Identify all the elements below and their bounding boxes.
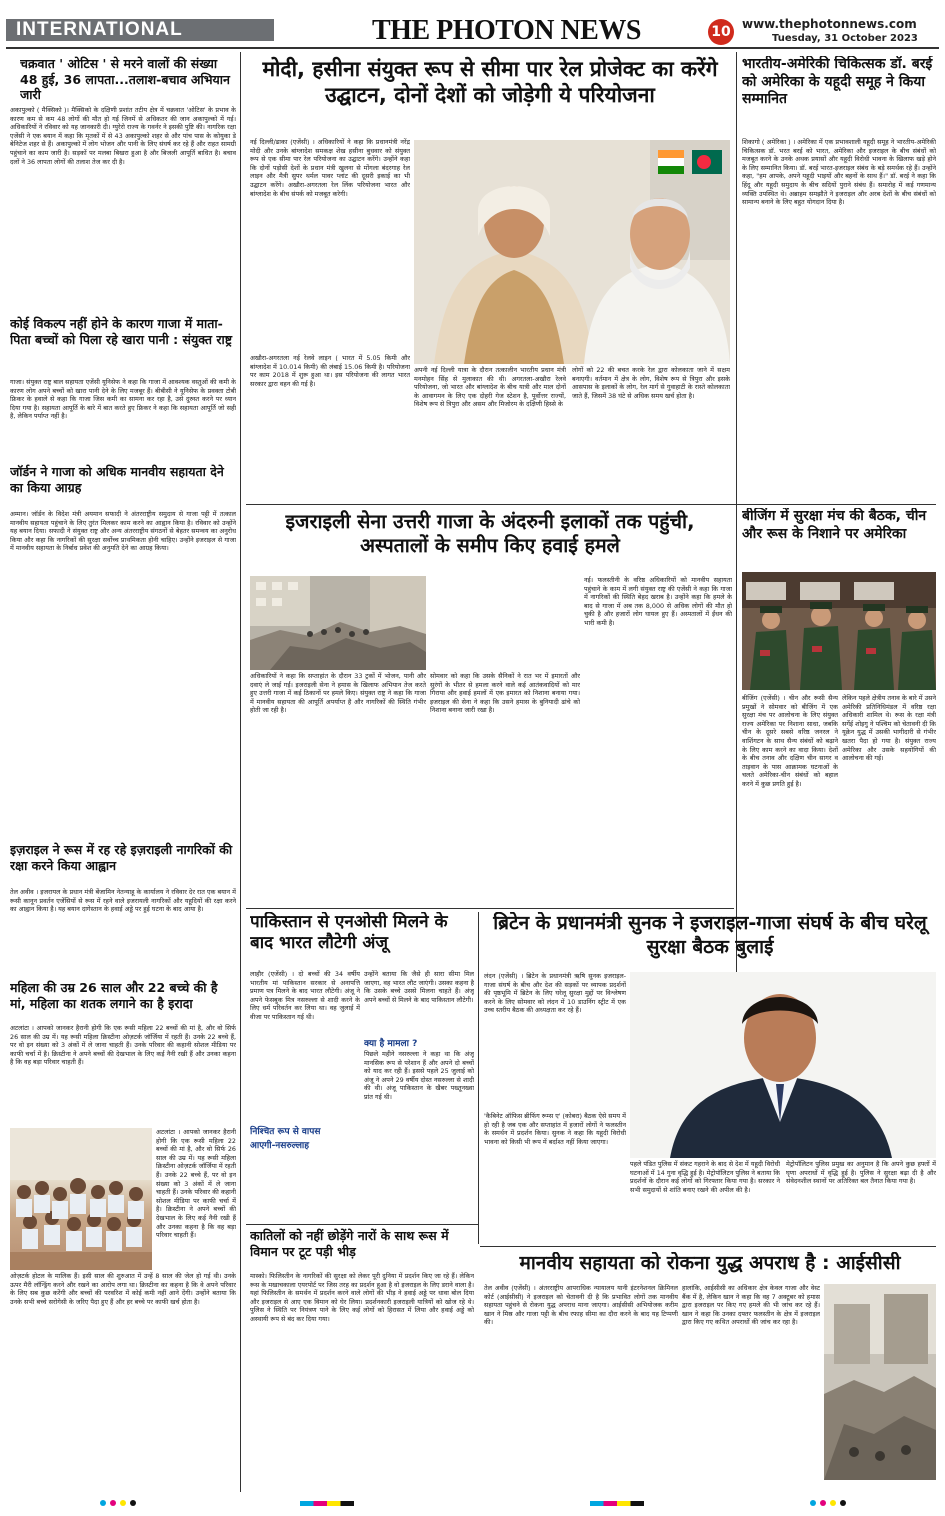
black-dot	[130, 1500, 136, 1506]
website-url[interactable]: www.thephotonnews.com	[742, 17, 917, 31]
article-russia-crowd-body: मास्को। फिलिस्तीन के नागरिकों की सुरक्षा को लेकर पूरी दुनिया में प्रदर्शन किए जा रहे हैं। लेकिन रूस के मखाचकाला एयरपोर्ट पर जिस तरह का प्रदर्शन हुआ है वो इजराइल के लिए डराने वाला है। यहां फिलिस्तीन के समर्थन में प्रदर्शन करने वाले लोगों की भीड़ ने हवाई अड्डे पर धावा बोल दिया और इजराइल से आए एक विमान को घेर लिया। प्रदर्शनकारी इजराइली यात्रियों को खोज रहे थे। पुलिस ने स्थिति पर नियंत्रण पाने के लिए कई लोगों को हिरासत में लिया और हवाई अड्डे को अस्थायी रूप से बंद कर दिया गया।	[250, 1272, 474, 1323]
masthead-rule	[6, 47, 939, 49]
column-divider	[240, 52, 241, 1492]
issue-date: Tuesday, 31 October 2023	[772, 33, 918, 44]
page-number-badge: 10	[708, 19, 734, 45]
family-photo	[10, 1128, 152, 1270]
anju-note: निश्चित रूप से वापस	[250, 1127, 321, 1136]
article-sunak-body-2: 'कैबिनेट ऑफिस ब्रीफिंग रूम्स ए' (कोबरा) बैठक ऐसे समय में हो रही है जब एक और सप्ताहांत में हजारों लोगों ने फलस्तीन के समर्थन में प्रदर्शन किया। सुनक ने कहा कि यहूदी विरोधी भावना को किसी भी रूप में बर्दाश्त नहीं किया जाएगा।	[484, 1112, 626, 1204]
article-sunak-body-3: पहले पंडित पुलिस में संकट गहराने के बाद से देश में यहूदी विरोधी घटनाओं में 14 गुना वृद्धि हुई है। मेट्रोपॉलिटन पुलिस ने बताया कि प्रदर्शनों के दौरान कई लोगों को गिरफ्तार किया गया है। सरकार ने सभी समुदायों से शांति बनाए रखने की अपील की है।	[630, 1160, 780, 1194]
color-bar	[300, 1501, 354, 1506]
article-otis-body: अकापुल्को ( मैक्सिको )। मैक्सिको के दक्षिणी प्रशांत तटीय क्षेत्र में चक्रवात 'ओटिस' के प्रभाव के कारण कम से कम 48 लोगों की मौत हो गई जिनमें से अधिकतर की जान अकापुल्को में गई।अधिकारियों ने रविवार को यह जानकारी दी। ग्युरेरो राज्य के गवर्नर ने इसकी पुष्टि की। नागरिक रक्षा एजेंसी ने एक बयान में कहा कि मृतकों में से 43 अकापुल्को शहर से और पांच पास के कोयुका डे बेनिटेज शहर से हैं। अकापुल्को में लोग भोजन और पानी के लिए संघर्ष कर रहे हैं और राहत सामग्री पहुंचाने का काम जारी है। सड़कों पर मलबा बिखरा हुआ है और बिजली आपूर्ति बाधित है। बचाव दलों ने 36 लापता लोगों की तलाश तेज कर दी है।	[10, 106, 236, 166]
section-rule-4	[480, 1246, 936, 1247]
article-gaza-water-body: गाजा। संयुक्त राष्ट्र बाल सहायता एजेंसी यूनिसेफ ने कहा कि गाजा में आवश्यक वस्तुओं की कमी के कारण लोग अपने बच्चों को खारा पानी देने के लिए मजबूर हैं। बीबीसी ने यूनिसेफ के प्रवक्ता टोबी फ्रिकर के हवाले से कहा कि गाजा जिस कमी का सामना कर रहा है, उसे दुरुस्त करने पर ध्यान दिया गया है। सहायता आपूर्ति के बारे में बात करते हुए फ्रिकर ने कहा कि सहायता आपूर्ति जो सही है, लेकिन पर्याप्त नहीं है।	[10, 378, 236, 421]
article-beijing-body: बीजिंग (एजेंसी) । चीन और रूसी सैन्य प्रमुखों ने सोमवार को बीजिंग में एक सुरक्षा मंच पर आलोचना के लिए संयुक्त राज्य अमेरिका पर निशाना साधा, जबकि चीन के दूसरे सबसे वरिष्ठ जनरल ने वाशिंगटन के साथ सैन्य संबंधों को बढ़ाने के लिए काम करने का वादा किया। देशों के बीच तनाव और दक्षिण चीन सागर व ताइवान के पास आक्रामक घटनाओं के चलते अमेरिका-चीन संबंधों को बहाल करने में कुछ प्रगति हुई है।	[742, 694, 838, 788]
gaza-photo	[250, 576, 426, 670]
headline-israel-russia: इज़राइल ने रूस में रह रहे इज़राइली नागरिकों की रक्षा करने किया आह्वान	[10, 842, 233, 873]
article-icc-body-2: हालांकि, आईसीसी का अधिकार क्षेत्र केवल गाजा और वेस्ट बैंक में है, लेकिन खान ने कहा कि वह 7 अक्टूबर को हमास द्वारा इजराइल पर किए गए हमले की भी जांच कर रहे हैं। खान ने कहा कि उनका दफ्तर फलस्तीन के क्षेत्र में इजराइल द्वारा किए गए कथित अपराधों की जांच कर रहा है।	[682, 1284, 820, 1327]
beijing-photo-art	[742, 572, 936, 690]
sunak-portrait-art	[630, 972, 936, 1158]
article-israel-russia-body: तेल अवीव । इजरायल के प्रधान मंत्री बेंजामिन नेतन्याहू के कार्यालय ने रविवार देर रात एक बयान में रूसी कानून प्रवर्तन एजेंसियों से रूस में रहने वाले इजरायली नागरिकों और यहूदियों की रक्षा करने का आह्वान किया है। यह बयान दागेस्तान के हवाई अड्डे पर हुई घटना के बाद आया है।	[10, 888, 236, 914]
yellow-dot	[120, 1500, 126, 1506]
magenta-dot	[110, 1500, 116, 1506]
article-anju-body-1: लाहौर (एजेंसी) । दो बच्चों की 34 वर्षीय भारतीय मां पाकिस्तान सरकार से अनापत्ति प्रमाण पत्र मिलने के बाद भारत लौटेगी। अंजू ने अपने फेसबुक मित्र नसरुल्ला से शादी करने के लिए धर्म परिवर्तन कर लिया था। वह जुलाई में वीजा पर पाकिस्तान गई थी।	[250, 970, 360, 1021]
article-mother-continued: ओज़टर्क होटल के मालिक हैं। इसी साल की शुरुआत में उन्हें 8 साल की जेल हो गई थी। उनके ऊपर मैरी लॉन्ड्रिंग करने और रखने का आरोप लगा था। क्रिस्टीना का कहना है कि वे अपने परिवार के लिए सब कुछ करेंगी और बच्चों की परवरिश में कोई कमी नहीं आने देंगी। उन्होंने बताया कि उनके सभी बच्चे सरोगेसी के जरिए पैदा हुए हैं और हर बच्चे पर काफी खर्च होता है।	[10, 1272, 236, 1306]
lead-caption-1: अपनी नई दिल्ली यात्रा के दौरान तत्कालीन भारतीय प्रधान मंत्री मनमोहन सिंह से मुलाकात की थी। अगरतला-अखौरा रेलवे परियोजना, जो भारत और बांग्लादेश के बीच यात्री और माल दोनों के आवागमन के लिए एक दोहरी गेज स्टेशन है, पूर्वोत्तर राज्यों, विशेष रूप से त्रिपुरा और असम और मिजोरम के दक्षिणी हिस्से के	[414, 366, 566, 409]
lead-caption-2: लोगों को 22 की बचत करके रेल द्वारा कोलकाता जाने में सक्षम बनाएगी। वर्तमान में क्षेत्र के लोग, विशेष रूप से त्रिपुरा और इसके आसपास के इलाकों के लोग, रेल मार्ग से गुवाहाटी के रास्ते कोलकाता जाते हैं, जिसमें 38 घंटे से अधिक समय खर्च होता है।	[572, 366, 730, 400]
headline-russia-crowd: कातिलों को नहीं छोड़ेंगे नारों के साथ रूस में विमान पर टूट पड़ी भीड़	[250, 1228, 449, 1259]
magenta-dot-2	[820, 1500, 826, 1506]
headline-beijing: बीजिंग में सुरक्षा मंच की बैठक, चीन और रूस के निशाने पर अमेरिका	[742, 508, 927, 542]
cyan-dot	[100, 1500, 106, 1506]
article-anju-body-2: उन्होंने बताया कि जैसे ही सारा सीमा मिल जाएगा, वह भारत लौट जाएंगी। उसका कहना है कि उसके बच्चे उससे मिलना चाहते हैं। अंजू अपने बच्चों से मिलने के बाद पाकिस्तान लौटेगी।	[364, 970, 474, 1004]
newspaper-logo: THE PHOTON NEWS	[372, 15, 641, 46]
article-mother-body: अटलांटा । आपको जानकर हैरानी होगी कि एक रूसी महिला 22 बच्चों की मां है, और वो सिर्फ 26 साल की उम्र में। यह रूसी महिला क्रिस्टीना ओज़टर्क जॉर्जिया में रहती हैं। उनके 22 बच्चे हैं, पर वो इन संख्या को 3 अंकों में ले जाना चाहती हैं। उनके परिवार की कहानी सोशल मीडिया पर काफी चर्चा में है। क्रिस्टीना ने अपने बच्चों की देखभाल के लिए कई नैनी रखी हैं और उनका कहना है कि वह बड़ा परिवार चाहती हैं।	[10, 1024, 236, 1067]
article-jordan-body: अम्मान। जॉर्डन के विदेश मंत्री अयमान सफादी ने अंतरराष्ट्रीय समुदाय से गाजा पट्टी में तत्काल मानवीय सहायता पहुंचाने के लिए तुरंत मिलकर काम करने का आह्वान किया है। रविवार को उन्होंने यह बयान दिया। सफादी ने संयुक्त राष्ट्र और अन्य अंतरराष्ट्रीय संगठनों से बेहतर समन्वय का अनुरोध किया और कहा कि नागरिकों की सुरक्षा सर्वोच्च प्राथमिकता होनी चाहिए। उन्होंने इजराइल से गाजा में मानवीय सहायता के निर्बाध प्रवेश की अनुमति देने का आग्रह किया।	[10, 510, 236, 553]
icc-photo	[824, 1284, 936, 1480]
black-dot-2	[840, 1500, 846, 1506]
leaders-photo-art	[414, 140, 730, 364]
headline-jordan: जॉर्डन ने गाजा को अधिक मानवीय सहायता देने का किया आग्रह	[10, 464, 224, 495]
section-label: INTERNATIONAL	[6, 19, 274, 41]
lead-body-3: अखौरा-अगरतला नई रेलवे लाइन ( भारत में 5.05 किमी और बांग्लादेश में 10.014 किमी) की लंबाई 15.06 किमी है। परियोजना पर काम 2018 में शुरू हुआ था। इस परियोजना की लागत भारत सरकार द्वारा वहन की गई है।	[250, 354, 410, 464]
headline-dr-barai: भारतीय-अमेरिकी चिकित्सक डॉ. बरई को अमेरिका के यहूदी समूह ने किया सम्मानित	[742, 56, 933, 107]
beijing-photo	[742, 572, 936, 690]
headline-icc: मानवीय सहायता को रोकना युद्ध अपराध है : आईसीसी	[519, 1252, 901, 1274]
gaza-rubble-art	[250, 576, 426, 670]
destruction-photo-art	[824, 1284, 936, 1480]
section-rule	[246, 504, 936, 505]
print-registration-marks	[0, 1500, 945, 1508]
article-dr-barai-body: शिकागो ( अमेरिका ) । अमेरिका में एक प्रभावशाली यहूदी समूह ने भारतीय-अमेरिकी चिकित्सक डॉ. भरत बरई को भारत, अमेरिका और इजराइल के बीच संबंधों को मजबूत करने के उनके अथक प्रयासों और यहूदी विरोधी भावना के खिलाफ खड़े होने के लिए सम्मानित किया। डॉ. बरई भारत-इजराइल संबंध के बड़े समर्थक रहे हैं। उन्होंने कहा, "हम आपके, अपने यहूदी भाइयों और बहनों के साथ हैं।" डॉ. बरई ने कहा कि हिंदू और यहूदी समुदाय के बीच सदियों पुराने संबंध हैं। समारोह में कई गणमान्य व्यक्ति उपस्थित थे। अब्राहम समझौते ने इजराइल और अरब देशों के बीच संबंधों को सामान्य बनाने के लिए बहुत योगदान दिया है।	[742, 138, 936, 207]
headline-gaza-army: इजराइली सेना उत्तरी गाजा के अंदरुनी इलाकों तक पहुंची, अस्पतालों के समीप किए हवाई हमले	[285, 510, 695, 558]
lead-headline: मोदी, हसीना संयुक्त रूप से सीमा पार रेल प्रोजेक्ट का करेंगे उद्घाटन, दोनों देशों को जोड़ेगी ये परियोजना	[262, 57, 718, 108]
column-divider-right	[736, 52, 737, 1012]
masthead	[0, 0, 945, 44]
headline-anju: पाकिस्तान से एनओसी मिलने के बाद भारत लौटेगी अंजू	[250, 912, 448, 954]
article-sunak-body-4: मेट्रोपॉलिटन पुलिस प्रमुख का अनुमान है कि अपने कुछ हफ्तों में घृणा अपराधों में वृद्धि हुई है। पुलिस ने सुरक्षा बढ़ा दी है और संवेदनशील स्थानों पर अतिरिक्त बल तैनात किया गया है।	[786, 1160, 936, 1186]
headline-gaza-water: कोई विकल्प नहीं होने के कारण गाजा में माता-पिता बच्चों को पिला रहे खारा पानी : संयुक्त राष्ट्र	[10, 316, 233, 347]
article-sunak-body-1: लंदन (एजेंसी) । ब्रिटेन के प्रधानमंत्री ऋषि सुनक इजराइल-गाजा संघर्ष के बीच और देश की सड़कों पर व्यापक प्रदर्शनों की पृष्ठभूमि में ब्रिटेन के लिए घरेलू सुरक्षा मुद्दों पर विश्लेषण करने के लिए सोमवार को लंदन में 10 डाउनिंग स्ट्रीट में एक उच्च स्तरीय बैठक की अध्यक्षता कर रहे हैं।	[484, 972, 626, 1015]
article-gaza-body-4: नई। फलस्तीनी के वरिष्ठ अधिकारियों को मानवीय सहायता पहुंचाने के काम में लगी संयुक्त राष्ट्र की एजेंसी ने कहा कि गाजा में नागरिकों की स्थिति बेहद खराब है। उन्होंने कहा कि हमले के बाद से गाजा में अब तक 8,000 से अधिक लोगों की मौत हो चुकी है और हजारों लोग घायल हुए हैं। अस्पतालों में ईंधन की भारी कमी है।	[584, 576, 732, 627]
section-rule-2	[246, 908, 734, 909]
headline-sunak: ब्रिटेन के प्रधानमंत्री सुनक ने इजराइल-गाजा संघर्ष के बीच घरेलू सुरक्षा बैठक बुलाई	[493, 912, 927, 958]
article-icc-body-1: तेल अवीव (एजेंसी) । अंतरराष्ट्रीय आपराधिक न्यायालय यानी इंटरनेशनल क्रिमिनल कोर्ट (आईसीसी) ने इजराइल को चेतावनी दी है कि प्रभावित लोगों तक मानवीय सहायता पहुंचने से रोकना युद्ध अपराध माना जाएगा। आईसीसी अभियोजक करीम खान ने मिस्र और गाजा पट्टी के बीच रफाह सीमा का दौरा करने के बाद यह टिप्पणी की।	[484, 1284, 678, 1327]
anju-note-2: आएगी-नसरुल्लाह	[250, 1141, 310, 1150]
section-rule-3	[246, 1224, 478, 1225]
column-divider-mid	[478, 912, 479, 1244]
family-photo-art	[10, 1128, 152, 1270]
article-gaza-body-2: अधिकारियों ने कहा कि सप्ताहांत के दौरान 33 ट्रकों में भोजन, पानी और दवाएं ले जाई गईं। इजराइली सेना ने हमास के खिलाफ अभियान तेज करते हुए उत्तरी गाजा में कई ठिकानों पर हमले किए। संयुक्त राष्ट्र ने कहा कि गाजा में मानवीय सहायता की आपूर्ति अपर्याप्त है और नागरिकों की स्थिति गंभीर होती जा रही है।	[250, 672, 426, 715]
article-anju-body-3: पिछले महीने नसरुल्ला ने कहा था कि अंजू मानसिक रूप से परेशान हैं और अपने दो बच्चों को याद कर रही हैं। इससे पहले 25 जुलाई को अंजू ने अपने 29 वर्षीय दोस्त नसरुल्ला से शादी की थी। अंजू पाकिस्तान के खैबर पख्तूनख्वा प्रांत गई थी।	[364, 1050, 474, 1101]
cyan-dot-2	[810, 1500, 816, 1506]
article-mother-side: अटलांटा । आपको जानकर हैरानी होगी कि एक रूसी महिला 22 बच्चों की मां है, और वो सिर्फ 26 साल की उम्र में। यह रूसी महिला क्रिस्टीना ओज़टर्क जॉर्जिया में रहती हैं। उनके 22 बच्चे हैं, पर वो इन संख्या को 3 अंकों में ले जाना चाहती हैं। उनके परिवार की कहानी सोशल मीडिया पर काफी चर्चा में है। क्रिस्टीना ने अपने बच्चों की देखभाल के लिए कई नैनी रखी हैं और उनका कहना है कि वह बड़ा परिवार चाहती हैं।	[156, 1128, 236, 1240]
color-bar-2	[590, 1501, 644, 1506]
lead-body-1: नई दिल्ली/ढाका (एजेंसी) । अधिकारियों ने कहा कि प्रधानमंत्री नरेंद्र मोदी और उनके बांग्लादेश समकक्ष शेख हसीना बुधवार को संयुक्त रूप से एक सीमा पार रेल परियोजना का उद्घाटन करेंगे। उन्होंने कहा कि दोनों पड़ोसी देशों के प्रधान मंत्री खुलना से मोंगला बंदरगाह रेल लाइन और मैत्री सुपर थर्मल पावर प्लांट की दूसरी इकाई का भी उद्घाटन करेंगे। अखौरा-अगरतला रेल लिंक परियोजना भारत और बांग्लादेश के बीच संपर्क को मजबूत करेगी।	[250, 138, 410, 198]
lead-photo	[414, 140, 730, 364]
anju-subhead: क्या है मामला ?	[364, 1039, 418, 1048]
yellow-dot-2	[830, 1500, 836, 1506]
headline-otis: चक्रवात ' ओटिस ' से मरने वालों की संख्या 48 हुई, 36 लापता...तलाश-बचाव अभियान जारी	[20, 56, 230, 103]
headline-mother: महिला की उम्र 26 साल और 22 बच्चे की है मां, महिला का शतक लगाने का है इरादा	[10, 980, 218, 1011]
article-beijing-body-2: लेकिन पहले क्षेत्रीय तनाव के बारे में उसने अमेरिकी प्रतिनिधिमंडल में वरिष्ठ रक्षा अधिकारी शामिल थे। रूस के रक्षा मंत्री सर्गेई शोइगु ने पश्चिम को चेतावनी दी कि यूक्रेन युद्ध में उसकी भागीदारी से गंभीर खतरा पैदा हो गया है। संयुक्त राज्य अमेरिका और उसके सहयोगियों की आलोचना की गई।	[842, 694, 936, 763]
sunak-photo	[630, 972, 936, 1158]
article-gaza-body-3: सोमवार को कहा कि उसके सैनिकों ने रात भर में इमारतों और सुरंगों के भीतर से हमला करने वाले कई आतंकवादियों को मार गिराया और हवाई हमलों में एक इमारत को निशाना बनाया गया। इजराइल की सेना ने कहा कि उसने हमास के बुनियादी ढांचे को निशाना बनाना जारी रखा है।	[430, 672, 580, 715]
